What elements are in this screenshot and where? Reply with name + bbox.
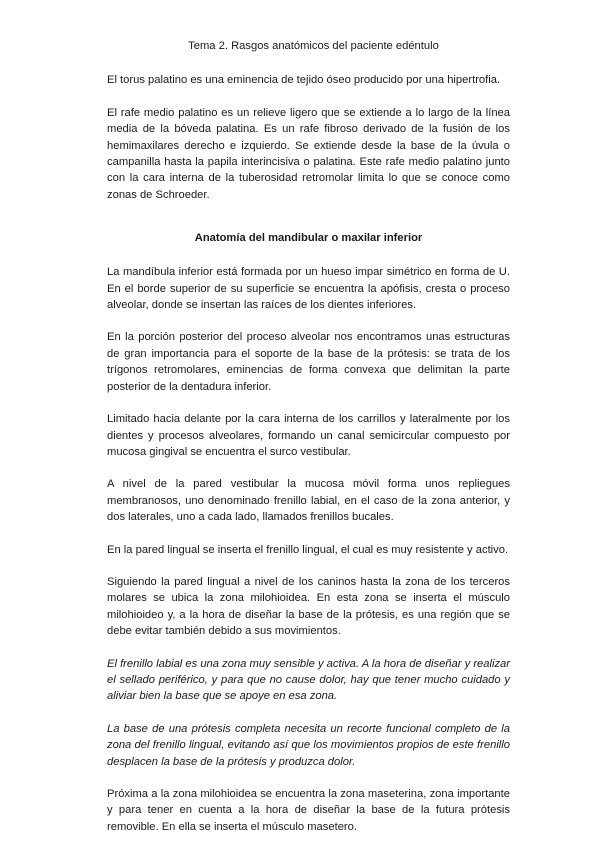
- paragraph-zona-milohioidea: Siguiendo la pared lingual a nivel de los caninos hasta la zona de los terceros molares se ubica la zona milohioidea. En esta zona se inserta el músculo milohioideo y, a la hora de diseñar la base de la prótesis, es una región que se debe evitar también debido a sus movimientos.: [107, 575, 510, 638]
- note-protesis-completa: La base de una prótesis completa necesita un recorte funcional completo de la zona del frenillo lingual, evitando así que los movimientos propios de este frenillo desplacen la base de la prótesis y produzca dolor.: [107, 722, 510, 768]
- paragraph-rafe-medio-palatino: El rafe medio palatino es un relieve ligero que se extiende a lo largo de la línea media de la bóveda palatina. Es un rafe fibroso derivado de la fusión de los hemimaxilares derecho e izquierdo. Se extiende desde la base de la úvula o campanilla hasta la papila interincisiva o palatina. Este rafe medio palatino junto con la cara interna de la tuberosidad retromolar limita lo que se conoce como zonas de Schroeder.: [107, 106, 510, 201]
- paragraph-surco-vestibular: Limitado hacia delante por la cara interna de los carrillos y lateralmente por los dientes y procesos alveolares, formando un canal semicircular compuesto por mucosa gingival se encuentra el surco vestibular.: [107, 413, 510, 458]
- paragraph-zona-maseterina: Próxima a la zona milohioidea se encuentra la zona maseterina, zona importante y para tener en cuenta a la hora de diseñar la base de la futura prótesis removible. En ella se inserta el músculo masetero.: [107, 788, 510, 833]
- paragraph-frenillo-lingual: En la pared lingual se inserta el frenillo lingual, el cual es muy resistente y activo.: [107, 543, 509, 556]
- note-frenillo-labial: El frenillo labial es una zona muy sensible y activa. A la hora de diseñar y realizar el sellado periférico, y para que no cause dolor, hay que tener mucho cuidado y aliviar bien la base que se apoye en esa zona.: [107, 657, 510, 703]
- page-header: Tema 2. Rasgos anatómicos del paciente edéntulo: [188, 40, 439, 52]
- paragraph-trigonos-retromolares: En la porción posterior del proceso alveolar nos encontramos unas estructuras de gran importancia para el soporte de la base de la prótesis: se trata de los trígonos retromolares, eminencias de forma convexa que delimitan la parte posterior de la dentadura inferior.: [107, 331, 510, 393]
- paragraph-mandibula-inferior: La mandíbula inferior está formada por un hueso impar simétrico en forma de U. En el borde superior de su superficie se encuentra la apófisis, cresta o proceso alveolar, donde se insertan las raíces de los dientes inferiores.: [107, 266, 510, 312]
- paragraph-torus-palatino: El torus palatino es una eminencia de tejido óseo producido por una hipertrofia.: [107, 74, 501, 87]
- paragraph-frenillos: A nivel de la pared vestibular la mucosa móvil forma unos repliegues membranosos, uno denominado frenillo labial, en el caso de la zona anterior, y dos laterales, uno a cada lado, llamados frenillos bucales.: [107, 478, 510, 524]
- section-heading: Anatomía del mandibular o maxilar inferior: [194, 232, 423, 245]
